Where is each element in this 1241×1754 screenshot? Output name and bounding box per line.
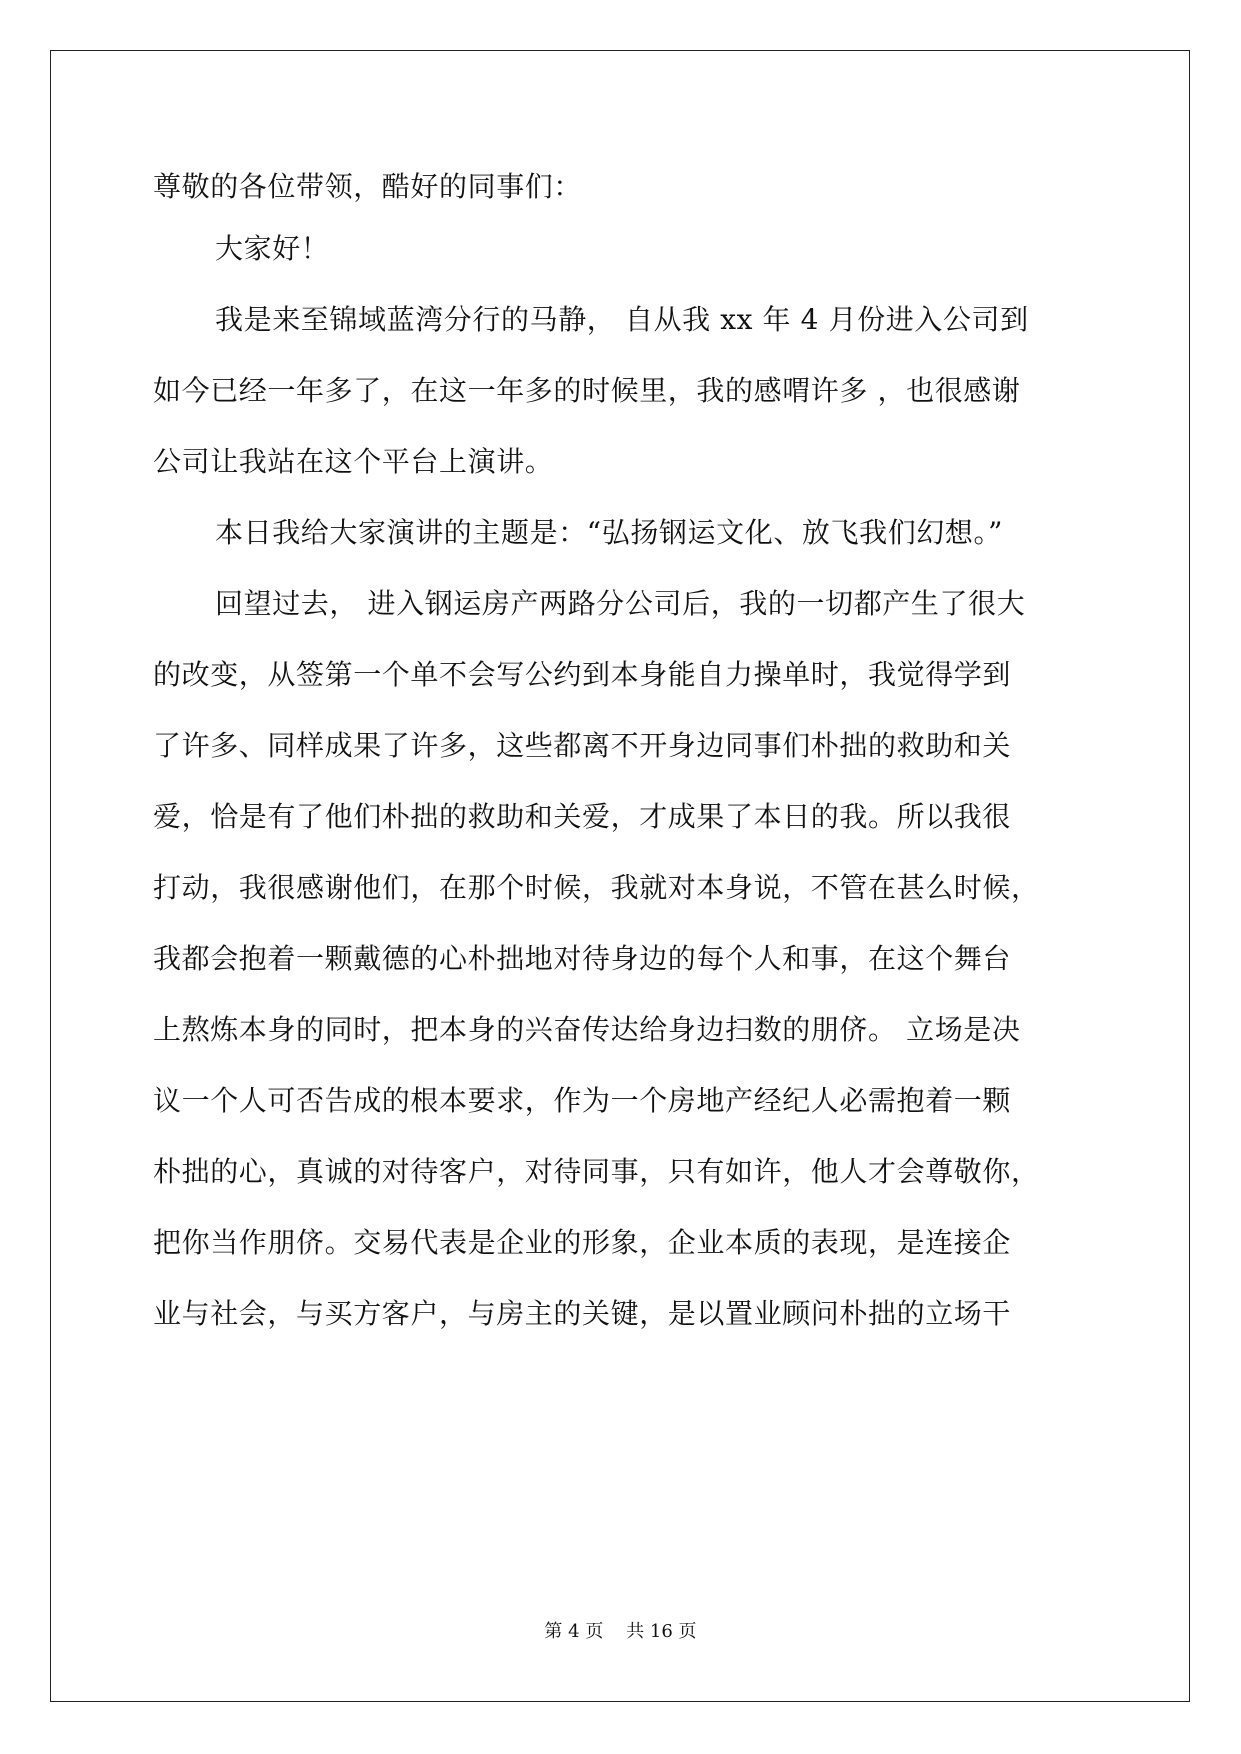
text-line-greeting: 尊敬的各位带领，酷好的同事们： xyxy=(153,170,583,203)
text-line: 了许多、同样成果了许多，这些都离不开身边同事们朴拙的救助和关 xyxy=(153,729,1012,762)
text-line: 公司让我站在这个平台上演讲。 xyxy=(153,445,554,478)
text-line: 我是来至锦域蓝湾分行的马静， 自从我 xx 年 4 月份进入公司到 xyxy=(215,303,1029,336)
text-line: 业与社会，与买方客户，与房主的关键，是以置业顾问朴拙的立场干 xyxy=(153,1297,1012,1330)
text-line: 议一个人可否告成的根本要求，作为一个房地产经纪人必需抱着一颗 xyxy=(153,1084,1012,1117)
text-line: 上熬炼本身的同时，把本身的兴奋传达给身边扫数的朋侪。 立场是决 xyxy=(153,1013,1021,1046)
text-line: 本日我给大家演讲的主题是：“弘扬钢运文化、放飞我们幻想。” xyxy=(215,516,1004,549)
text-line: 如今已经一年多了，在这一年多的时候里，我的感喟许多 ，也很感谢 xyxy=(153,374,1021,407)
text-line: 打动，我很感谢他们，在那个时候，我就对本身说，不管在甚么时候， xyxy=(153,871,1040,904)
text-line: 回望过去， 进入钢运房产两路分公司后，我的一切都产生了很大 xyxy=(215,587,1026,620)
text-line: 把你当作朋侪。交易代表是企业的形象，企业本质的表现，是连接企 xyxy=(153,1226,1012,1259)
text-line: 的改变，从签第一个单不会写公约到本身能自力操单时，我觉得学到 xyxy=(153,658,1012,691)
text-line-hello: 大家好！ xyxy=(215,232,330,265)
page-number-footer: 第 4 页 共 16 页 xyxy=(544,1621,697,1642)
text-line: 我都会抱着一颗戴德的心朴拙地对待身边的每个人和事，在这个舞台 xyxy=(153,942,1012,975)
text-line: 爱，恰是有了他们朴拙的救助和关爱，才成果了本日的我。所以我很 xyxy=(153,800,1012,833)
text-line: 朴拙的心，真诚的对待客户，对待同事，只有如许，他人才会尊敬你， xyxy=(153,1155,1040,1188)
